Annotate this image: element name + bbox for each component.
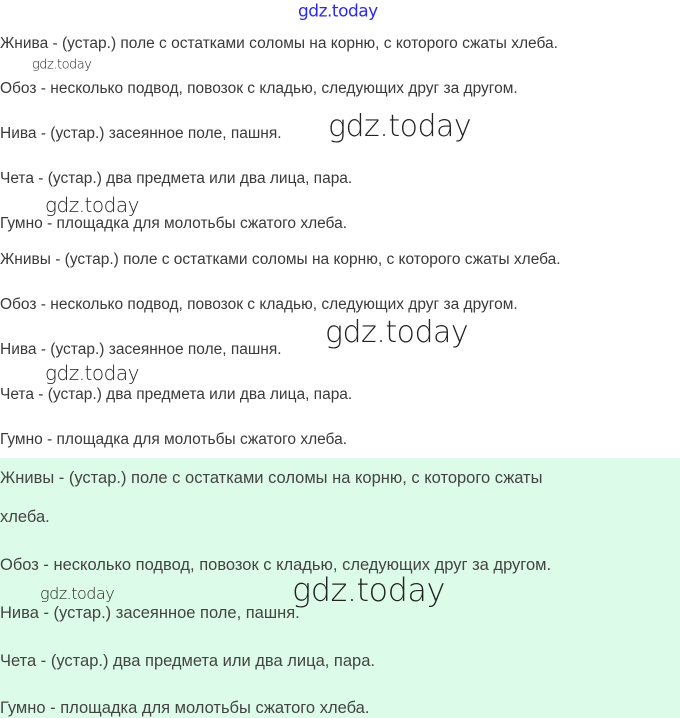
- text-line: Гумно - площадка для молотьбы сжатого хлеба.: [0, 215, 348, 232]
- text-line: Обоз - несколько подвод, повозок с кладью, следующих друг за другом.: [0, 80, 518, 97]
- text-line: Чета - (устар.) два предмета или два лица, пара.: [0, 386, 353, 403]
- text-line: Чета - (устар.) два предмета или два лица, пара.: [0, 652, 375, 670]
- watermark: gdz.today: [328, 109, 472, 144]
- header-watermark: gdz.today: [298, 1, 378, 22]
- text-line: Жнива - (устар.) поле с остатками соломы на корню, с которого сжаты хлеба.: [0, 35, 558, 52]
- text-line: Нива - (устар.) засеянное поле, пашня.: [0, 604, 300, 622]
- text-line: Обоз - несколько подвод, повозок с кладью, следующих друг за другом.: [0, 556, 552, 574]
- text-line: Жнивы - (устар.) поле с остатками соломы на корню, с которого сжаты хлеба.: [0, 251, 561, 268]
- watermark: gdz.today: [325, 315, 469, 350]
- text-line: хлеба.: [0, 508, 50, 526]
- text-line: Чета - (устар.) два предмета или два лица, пара.: [0, 170, 353, 187]
- watermark: gdz.today: [32, 57, 92, 73]
- watermark: gdz.today: [292, 571, 445, 609]
- text-line: Обоз - несколько подвод, повозок с кладью, следующих друг за другом.: [0, 296, 518, 313]
- text-line: Гумно - площадка для молотьбы сжатого хлеба.: [0, 431, 348, 448]
- text-line: Нива - (устар.) засеянное поле, пашня.: [0, 341, 282, 358]
- watermark: gdz.today: [45, 361, 139, 385]
- watermark: gdz.today: [45, 193, 139, 217]
- text-line: Нива - (устар.) засеянное поле, пашня.: [0, 125, 282, 142]
- watermark: gdz.today: [40, 584, 115, 603]
- text-line: Жнивы - (устар.) поле с остатками соломы на корню, с которого сжаты: [0, 469, 543, 487]
- text-line: Гумно - площадка для молотьбы сжатого хлеба.: [0, 699, 370, 717]
